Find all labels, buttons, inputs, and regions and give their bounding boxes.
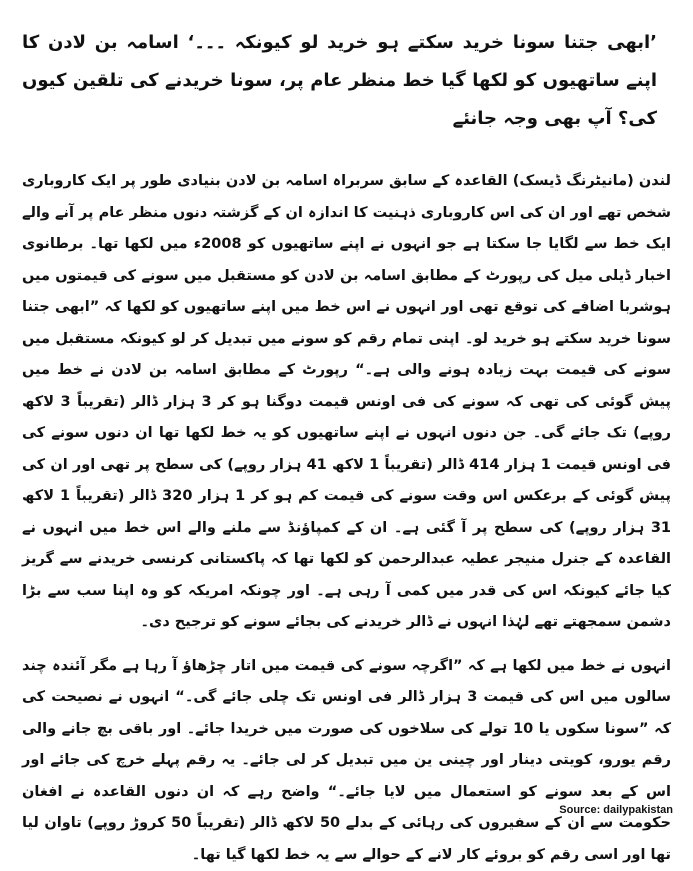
article-headline: ’ابھی جتنا سونا خرید سکتے ہو خرید لو کیونکہ ۔۔۔‘ اسامہ بن لادن کا اپنے ساتھیوں کو لکھا گیا خط منظر عام پر، سونا خریدنے کی تلقین کیوں کی؟ آپ بھی وجہ جانئے [22,24,671,138]
article-paragraph-1: لندن (مانیٹرنگ ڈیسک) القاعدہ کے سابق سربراہ اسامہ بن لادن بنیادی طور پر ایک کاروباری شخص تھے اور ان کی اس کاروباری ذہنیت کا اندازہ ان کے گزشتہ دنوں منظر عام پر آنے والے ایک خط سے لگایا جا سکتا ہے جو انہوں نے اپنے ساتھیوں کو 2008ء میں لکھا تھا۔ برطانوی اخبار ڈیلی میل کی رپورٹ کے مطابق اسامہ بن لادن کو مستقبل میں سونے کی قیمتوں میں ہوشربا اضافے کی توقع تھی اور انہوں نے اس خط میں اپنے ساتھیوں کو لکھا کہ ”ابھی جتنا سونا خرید سکتے ہو خرید لو۔ اپنی تمام رقم کو سونے میں تبدیل کر لو کیونکہ مستقبل میں سونے کی قیمت بہت زیادہ ہونے والی ہے۔“ رپورٹ کے مطابق اسامہ بن لادن نے خط میں پیش گوئی کی تھی کہ سونے کی فی اونس قیمت دوگنا ہو کر 3 ہزار ڈالر (تقریباً 3 لاکھ روپے) تک جائے گی۔ جن دنوں انہوں نے اپنے ساتھیوں کو یہ خط لکھا تھا ان دنوں سونے کی فی اونس قیمت 1 ہزار 414 ڈالر (تقریباً 1 لاکھ 41 ہزار روپے) کی سطح پر تھی اور ان کی پیش گوئی کے برعکس اس وقت سونے کی قیمت کم ہو کر 1 ہزار 320 ڈالر (تقریباً 1 لاکھ 31 ہزار روپے) کی سطح پر آ گئی ہے۔ ان کے کمپاؤنڈ سے ملنے والے اس خط میں انہوں نے القاعدہ کے جنرل منیجر عطیہ عبدالرحمن کو لکھا تھا کہ پاکستانی کرنسی خریدنے سے گریز کیا جائے کیونکہ اس کی قدر میں کمی آ رہی ہے۔ اور چونکہ امریکہ کو وہ اپنا سب سے بڑا دشمن سمجھتے تھے لہٰذا انہوں نے ڈالر خریدنے کی بجائے سونے کو ترجیح دی۔ [22,166,671,639]
article-paragraph-2: انہوں نے خط میں لکھا ہے کہ ”اگرچہ سونے کی قیمت میں اتار چڑھاؤ آ رہا ہے مگر آئندہ چند سالوں میں اس کی قیمت 3 ہزار ڈالر فی اونس تک چلی جائے گی۔“ انہوں نے نصیحت کی کہ ”سونا سکوں یا 10 تولے کی سلاخوں کی صورت میں خریدا جائے۔ اور باقی بچ جانے والی رقم یورو، کویتی دینار اور چینی ین میں تبدیل کر لی جائے۔ یہ رقم پہلے خرچ کی جائے اور اس کے بعد سونے کو استعمال میں لایا جائے۔“ واضح رہے کہ ان دنوں القاعدہ نے افغان حکومت سے ان کے سفیروں کی رہائی کے بدلے 50 لاکھ ڈالر (تقریباً 50 کروڑ روپے) تاوان لیا تھا اور اسی رقم کو بروئے کار لانے کے حوالے سے یہ خط لکھا گیا تھا۔ [22,651,671,871]
source-credit: Source: dailypakistan [559,804,673,816]
